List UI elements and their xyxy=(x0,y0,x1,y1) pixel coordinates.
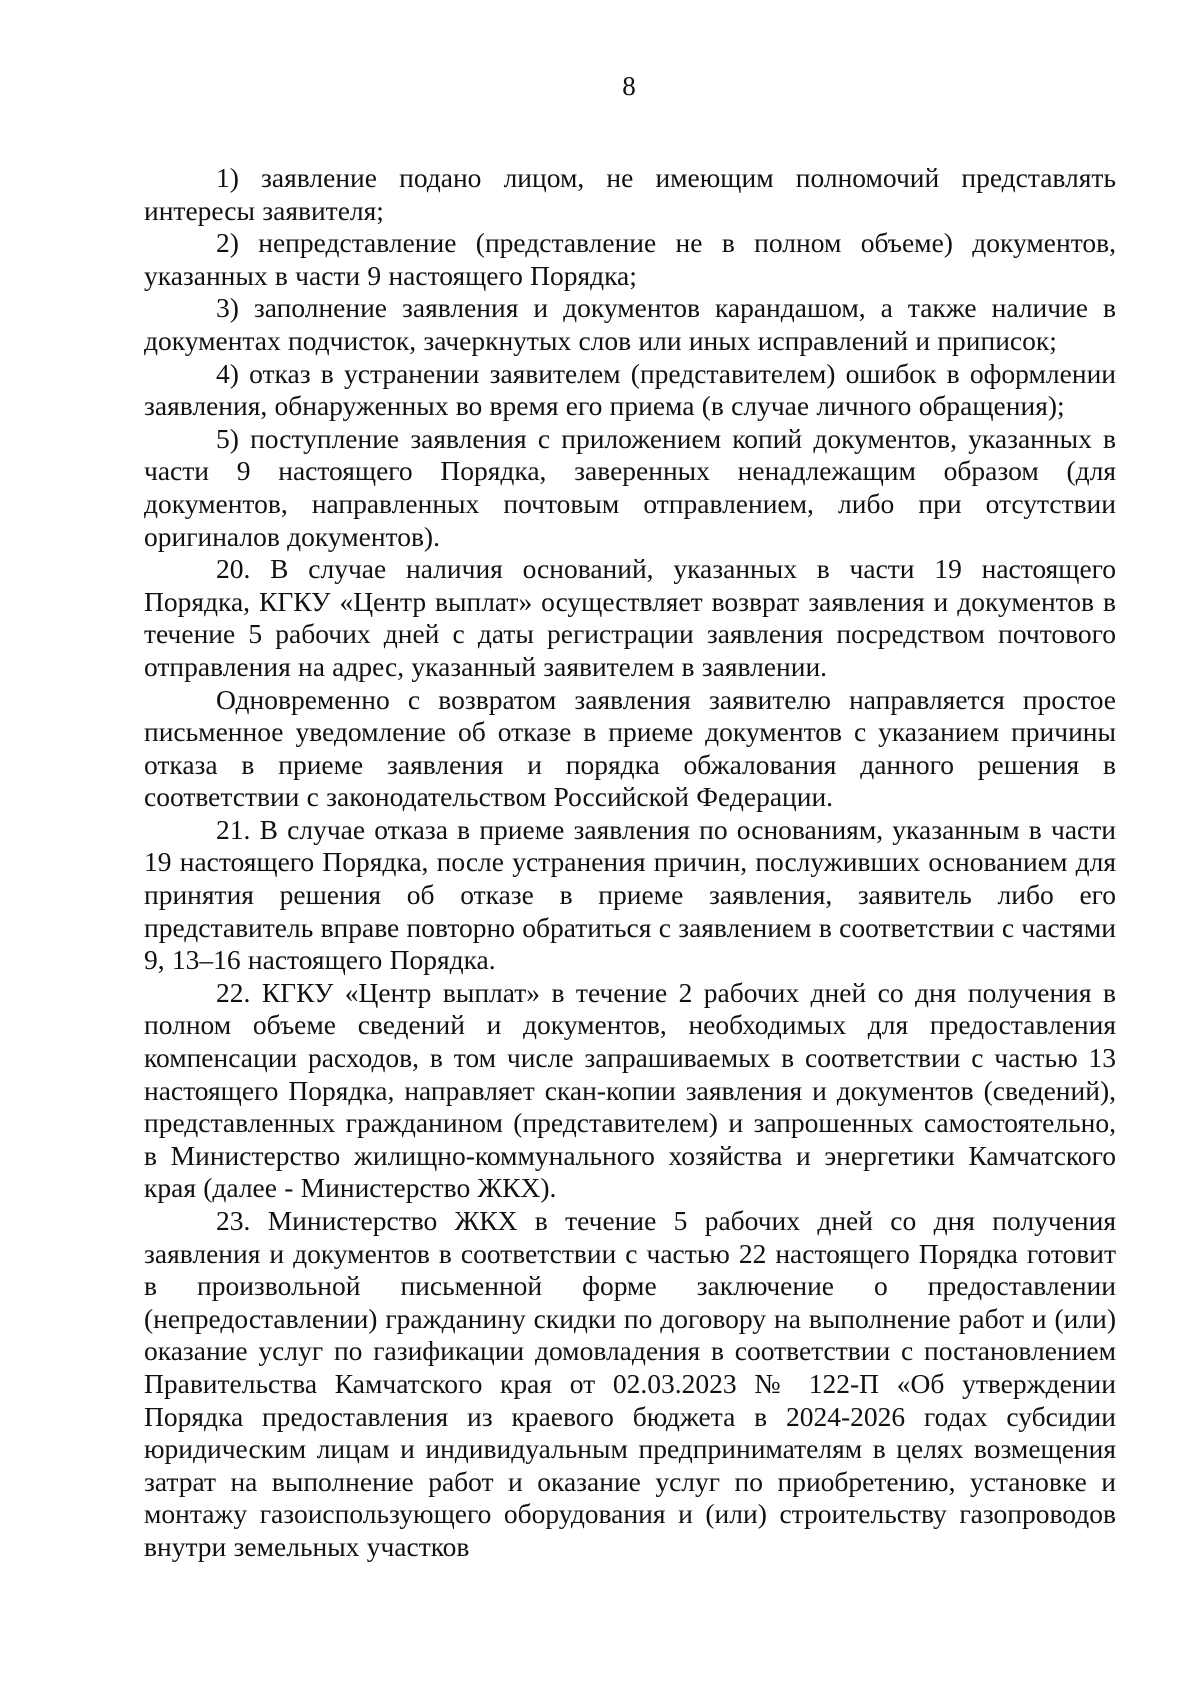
clause-23: 23. Министерство ЖКХ в течение 5 рабочих дней со дня получения заявления и документов в соответствии с частью 22 настоящего Порядка готовит в произвольной письменной форме заключение о предоставлении (непредоставлении) гражданину скидки по договору на выполнение работ и (или) оказание услуг по газификации домовладения в соответствии с постановлением Правительства Камчатского края от 02.03.2023 № 122-П «Об утверждении Порядка предоставления из краевого бюджета в 2024-2026 годах субсидии юридическим лицам и индивидуальным предпринимателям в целях возмещения затрат на выполнение работ и оказание услуг по приобретению, установке и монтажу газоиспользующего оборудования и (или) строительству газопроводов внутри земельных участков xyxy=(144,1205,1116,1562)
clause-22: 22. КГКУ «Центр выплат» в течение 2 рабочих дней со дня получения в полном объеме сведений и документов, необходимых для предоставления компенсации расходов, в том числе запрашиваемых в соответствии с частью 13 настоящего Порядка, направляет скан-копии заявления и документов (сведений), представленных гражданином (представителем) и запрошенных самостоятельно, в Министерство жилищно-коммунального хозяйства и энергетики Камчатского края (далее - Министерство ЖКХ). xyxy=(144,976,1116,1204)
list-item-2: 2) непредставление (представление не в полном объеме) документов, указанных в части 9 настоящего Порядка; xyxy=(144,227,1116,291)
clause-21: 21. В случае отказа в приеме заявления по основаниям, указанным в части 19 настоящего Порядка, после устранения причин, послуживших основанием для принятия решения об отказе в приеме заявления, заявитель либо его представитель вправе повторно обратиться с заявлением в соответствии с частями 9, 13–16 настоящего Порядка. xyxy=(144,813,1116,976)
clause-20-notice: Одновременно с возвратом заявления заявителю направляется простое письменное уведомление об отказе в приеме документов с указанием причины отказа в приеме заявления и порядка обжалования данного решения в соответствии с законодательством Российской Федерации. xyxy=(144,683,1116,813)
page-number: 8 xyxy=(622,71,636,101)
document-body xyxy=(144,162,1116,1564)
list-item-4: 4) отказ в устранении заявителем (представителем) ошибок в оформлении заявления, обнаруженных во время его приема (в случае личного обращения); xyxy=(144,357,1116,422)
list-item-1: 1) заявление подано лицом, не имеющим полномочий представлять интересы заявителя; xyxy=(144,162,1116,226)
list-item-5: 5) поступление заявления с приложением копий документов, указанных в части 9 настоящего Порядка, заверенных ненадлежащим образом (для документов, направленных почтовым отправлением, либо при отсутствии оригиналов документов). xyxy=(144,422,1116,552)
clause-20: 20. В случае наличия оснований, указанных в части 19 настоящего Порядка, КГКУ «Центр выплат» осуществляет возврат заявления и документов в течение 5 рабочих дней с даты регистрации заявления посредством почтового отправления на адрес, указанный заявителем в заявлении. xyxy=(144,553,1116,682)
list-item-3: 3) заполнение заявления и документов карандашом, а также наличие в документах подчисток, зачеркнутых слов или иных исправлений и приписок; xyxy=(144,292,1116,356)
